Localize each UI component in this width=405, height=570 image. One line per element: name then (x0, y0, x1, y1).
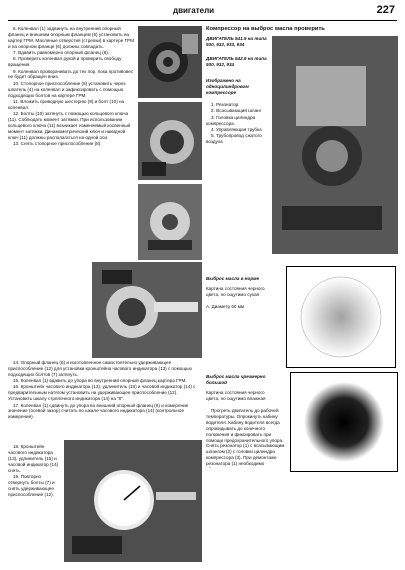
page-header (8, 6, 397, 21)
step-12: 12. Болты (10) затянуть с помощью кольцевого ключа (11). Соблюдать момент затяжки. При использовании кольцевого ключа (11) возникает изменяемый косвенный момент затяжки. Динамометрический ключ и накидной ключ (11) должны располагаться на одной оси. (8, 111, 131, 140)
photo-flange (138, 102, 202, 180)
photo-gear-wrench (92, 262, 202, 358)
legend-item-3: 3. Головка цилиндра компрессора. (206, 114, 256, 126)
engine-applicability-2: ДВИГАТЕЛЬ 542.9 на типа 930, 932, 934 (206, 56, 267, 67)
engine-applicability-1: ДВИГАТЕЛЬ 541.9 на типа 930, 932, 933, 934 (206, 36, 267, 47)
section-heading: Компрессор на выброс масла проверить (206, 26, 325, 32)
step-15: 15. Коленвал (1) вдавить до упора во внутренний опорный фланец картера ГРМ. (13, 378, 187, 384)
left-text-top (8, 26, 134, 147)
photo-crankshaft-install (138, 26, 202, 98)
step-13: 13. Снять стопорное приспособление (8). (13, 140, 102, 146)
step-10: 10. Стопорное приспособление (8) установить через шпатель (4) на коленвал и зафиксировать с помощью подходящих болтов на картере ГРМ. (8, 80, 126, 98)
step-8: 8. Проверить коленвал рукой и проверить свободу вращения. (8, 56, 122, 68)
photo-dial-indicator (64, 440, 202, 562)
photo-compressor (272, 36, 398, 254)
legend-item-2: 2. Всасывающий шланг (211, 108, 262, 114)
body-text-wide (206, 470, 398, 564)
body-text-narrow (206, 408, 288, 468)
step-6: 6. Коленвал (1) задвинуть на внутренний опорный фланец и внешним опорным фланцем (6) установить на картер ГРМ. Масляные отверстия (стрелки) в картере ГРМ и на опорном фланце (6) должны совпадать. (8, 26, 134, 49)
legend-item-1: 1. Резонатор (211, 102, 239, 107)
compressor-caption: Изображено на одноцилиндровом компрессоре (206, 78, 249, 95)
excess-text: Картина состояния черного цвета, но ощутимо влажная (206, 390, 266, 401)
step-14: 14. Опорный фланец (6) и изготовленное самостоятельно удерживающее приспособление (12) для установки кронштейна часового индикатора (13) с помощью подходящих болтов (7) затянуть. (8, 360, 192, 377)
left-text-narrow (8, 444, 62, 498)
legend-item-5: 5. Трубопровод сжатого воздуха (206, 133, 262, 144)
norm-dimension: A. Диаметр 60 мм (206, 304, 245, 309)
norm-title: Выброс масла в норме (206, 276, 260, 281)
excess-title: Выброс масла чрезмерно большой (206, 374, 266, 385)
oil-spot-excess (290, 372, 398, 472)
page-number: 227 (376, 4, 395, 16)
section-title: двигатели (173, 6, 215, 15)
compressor-legend (206, 102, 270, 145)
step-16: 16. Кронштейн часового индикатора (13), удлинитель (15) и часовой индикатор (14) с предварительным натягом установить на удерживающее приспособление (12). Установить шкалу стрелочного индикатора (14) на "0". (8, 384, 196, 402)
step-19: 19. Повторно отвернуть болты (7) и снять удерживающее приспособление (12). (8, 473, 55, 497)
norm-text: Картина состояния черного цвета, но ощутимо сухая (206, 286, 265, 297)
left-text-bottom (8, 360, 202, 421)
legend-item-4: 4. Управляющая трубка (211, 126, 262, 132)
step-18: 18. Кронштейн часового индикатора (13), удлинитель (15) и часовой индикатор (14) снять. (8, 444, 59, 473)
step-17: 17. Коленвал (1) сдвинуть до упора во внешний опорный фланец (6) и измерение значение (осевой зазор) считать по шкале часового индикатора (14) (контрольное измерение). (8, 402, 189, 420)
step-11: 11. Вложить приводную шестерню (9) и болт (10) на коленвал. (8, 98, 125, 110)
oil-spot-normal (286, 266, 396, 368)
step-9: 9. Коленвал проворачивать до тех пор, пока противовес не будет обращен вниз. (8, 68, 134, 80)
step-7: 7. Вдавить равномерно опорный фланец (6). (13, 50, 110, 56)
photo-locking-tool (138, 184, 202, 260)
procedure-text: Прогреть двигатель до рабочей температуры. Опрокинуть кабину водителя. Кабину водителя всегда опрокидывать до конечного положения и фиксировать при помощи предохранительного упора. Снять резонатор (1) с всасывающим шлангом (2) с головки цилиндра компрессора (3). При демонтаже резонатора (1) необходимо (206, 408, 285, 467)
